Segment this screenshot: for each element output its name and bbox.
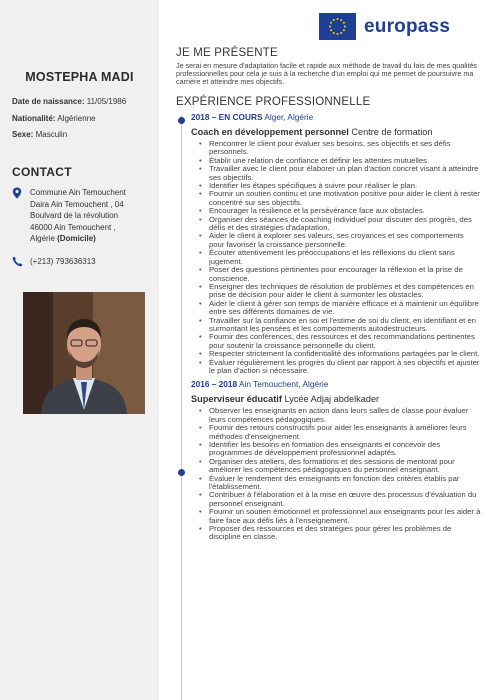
job-entry: [176, 112, 481, 375]
address-country: Algérie: [30, 234, 55, 243]
address-line: Boulvard de la révolution: [30, 211, 119, 220]
job-task: • Écouter attentivement les préoccupations et les réflexions du client sans jugement.: [204, 249, 481, 266]
job-entry: [176, 379, 481, 542]
address-row: [12, 187, 126, 245]
job-task: • Fournir des retours constructifs pour aider les enseignants à améliorer leurs méthodes d'enseignement.: [204, 424, 481, 441]
location-pin-icon: [12, 187, 30, 245]
job-task: • Aider le client à gérer son temps de manière efficace et à maintenir un équilibre entre ses différents domaines de vie.: [204, 300, 481, 317]
birth-date-value: 11/05/1986: [86, 97, 127, 106]
phone-icon: [12, 256, 30, 271]
address-tag: (Domicile): [57, 234, 96, 243]
eu-flag-icon: [319, 13, 356, 40]
job-task: • Respecter strictement la confidentialité des informations partagées par le client.: [204, 350, 481, 358]
job-task-list: [176, 140, 481, 375]
job-task: • Fournir un soutien continu et une motivation positive pour aider le client à rester concentré sur ses objectifs.: [204, 190, 481, 207]
address-line: Daira Ain Temouchent , 04: [30, 199, 124, 209]
job-task: • Rencontrer le client pour évaluer ses besoins, ses objectifs et ses défis personnels.: [204, 140, 481, 157]
job-role: Coach en développement personnel: [191, 127, 349, 137]
job-task: • Aider le client à explorer ses valeurs, ses croyances et ses comportements pour favoriser la croissance personnelle.: [204, 232, 481, 249]
job-title-row: [176, 394, 481, 404]
job-location: Alger, Algérie: [264, 112, 314, 122]
job-employer: Centre de formation: [351, 127, 433, 137]
job-title-row: [176, 127, 481, 137]
job-task: • Travailler avec le client pour élaborer un plan d'action concret visant à atteindre ses objectifs.: [204, 165, 481, 182]
phone-number: (+213) 793636313: [30, 257, 96, 266]
about-title: JE ME PRÉSENTE: [176, 47, 278, 59]
europass-wordmark: europass: [364, 15, 451, 37]
address-line-last: [30, 233, 126, 245]
birth-date-row: [12, 97, 126, 106]
contact-title: CONTACT: [12, 165, 72, 179]
sex-value: Masculin: [35, 130, 68, 139]
job-role: Superviseur éducatif: [191, 394, 282, 405]
address-text: [30, 187, 126, 245]
about-text: Je serai en mesure d'adaptation facile et rapide aux méthode de travail du fais de mes qualités professionnelles pour cela je suis à la recherche d'un emploi qui me permet de poursuivre ma carrière et atteindre mes objectifs.: [176, 61, 478, 86]
job-task: • Évaluer le rendement des enseignants en fonction des critères établis par l'établissement.: [204, 475, 481, 492]
experience-title: EXPÉRIENCE PROFESSIONNELLE: [176, 96, 371, 108]
job-task: • Travailler sur la confiance en soi et l'estime de soi du client, en identifiant et en surmontant les pensées et les comportements autodestructeurs.: [204, 317, 481, 334]
sex-label: Sexe:: [12, 130, 34, 139]
job-task: • Organiser des ateliers, des formations et des sessions de mentorat pour améliorer les compétences pédagogiques du personnel enseignant.: [204, 458, 481, 475]
job-employer: Lycée Adjaj abdelkader: [284, 394, 380, 405]
job-period-row: [176, 112, 481, 122]
birth-date-label: Date de naissance:: [12, 97, 85, 106]
nationality-label: Nationalité:: [12, 114, 56, 123]
main-content: [176, 47, 481, 542]
job-task: • Fournir des conférences, des ressources et des recommandations pertinentes pour soutenir la croissance personnelle du client.: [204, 333, 481, 350]
job-task-list: [176, 407, 481, 542]
job-location: Ain Temouchent, Algérie: [239, 379, 329, 390]
job-task: • Proposer des ressources et des stratégies pour gérer les problèmes de discipline en classe.: [204, 525, 481, 542]
person-name: MOSTEPHA MADI: [25, 70, 134, 84]
job-task: • Observer les enseignants en action dans leurs salles de classe pour évaluer leurs compétences pédagogiques.: [204, 407, 481, 424]
nationality-value: Algérienne: [57, 114, 96, 123]
job-task: • Établir une relation de confiance et définir les attentes mutuelles.: [204, 157, 481, 165]
job-task: • Enseigner des techniques de résolution de problèmes et des compétences en prise de décision pour aider le client à surmonter les obstacles.: [204, 283, 481, 300]
address-line: Commune Ain Temouchent: [30, 188, 126, 197]
address-line: 46000 Ain Temouchent ,: [30, 222, 116, 232]
nationality-row: [12, 114, 96, 123]
job-period: 2018 – EN COURS: [191, 112, 263, 122]
job-task: • Encourager la résilience et la persévérance face aux obstacles.: [204, 207, 481, 215]
phone-row: [12, 256, 96, 271]
job-task: • Poser des questions pertinentes pour encourager la réflexion et la prise de conscience.: [204, 266, 481, 283]
job-period: 2016 – 2018: [191, 379, 238, 390]
job-task: • Évaluer régulièrement les progrès du client par rapport à ses objectifs et ajuster le plan d'action si nécessaire.: [204, 359, 481, 376]
job-task: • Identifier les étapes spécifiques à suivre pour réaliser le plan.: [204, 182, 481, 190]
job-task: • Fournir un soutien émotionnel et professionnel aux enseignants pour les aider à faire face aux défis liés à l'enseignement.: [204, 508, 481, 525]
job-task: • Identifier les besoins en formation des enseignants et concevoir des programmes de développement professionnel adaptés.: [204, 441, 481, 458]
job-task: • Organiser des séances de coaching individuel pour discuter des progrès, des défis et des stratégies d'adaptation.: [204, 216, 481, 233]
job-period-row: [176, 379, 481, 389]
profile-photo: [23, 292, 145, 414]
europass-logo: [319, 13, 450, 40]
sex-row: [12, 130, 67, 139]
job-task: • Contribuer à l'élaboration et à la mise en œuvre des processus d'évaluation du personnel enseignant.: [204, 491, 481, 508]
